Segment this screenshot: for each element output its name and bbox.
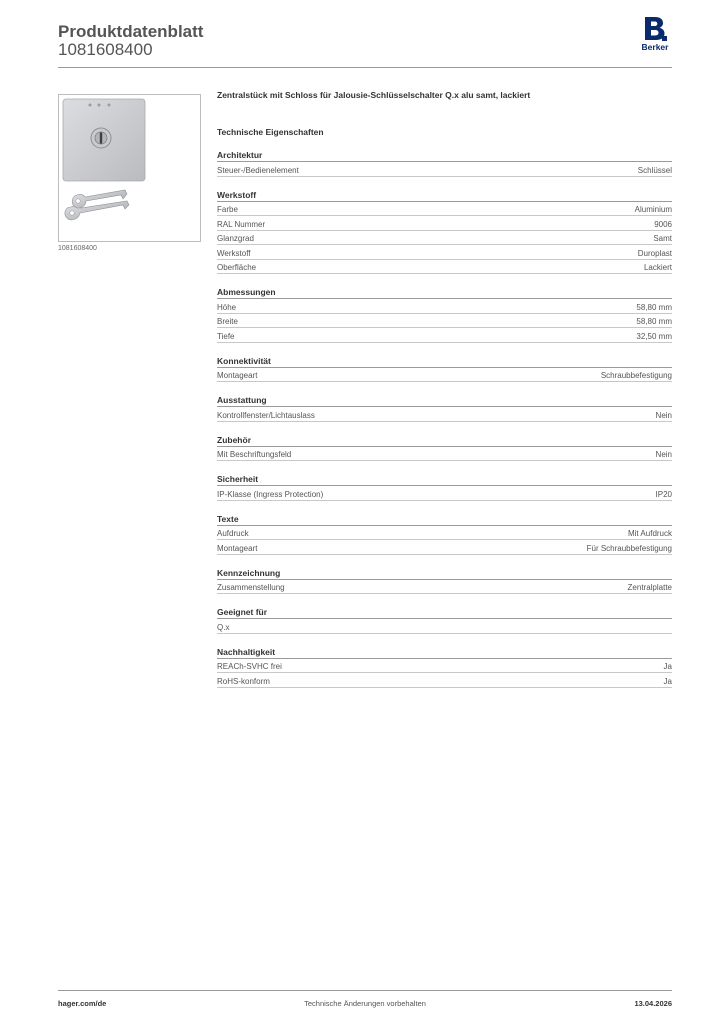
spec-value: Schlüssel [637, 165, 672, 175]
spec-value: Schraubbefestigung [600, 371, 672, 380]
spec-label: Mit Beschriftungsfeld [217, 450, 292, 459]
spec-row [217, 407, 672, 422]
spec-label: Farbe [217, 205, 238, 214]
spec-label: Montageart [217, 371, 258, 380]
image-caption: 1081608400 [58, 245, 97, 252]
spec-section [217, 514, 672, 555]
spec-section [217, 395, 672, 422]
footer-website: hager.com/de [58, 999, 107, 1008]
footer-date: 13.04.2026 [634, 999, 672, 1008]
spec-value: Aluminium [634, 205, 672, 214]
spec-section [217, 568, 672, 595]
page-header [58, 20, 672, 68]
spec-section [217, 356, 672, 383]
spec-row [217, 486, 672, 501]
spec-section-title: Nachhaltigkeit [217, 647, 672, 659]
doc-title: Produktdatenblatt [58, 22, 204, 41]
spec-section-title: Ausstattung [217, 395, 672, 407]
spec-value: Lackiert [643, 263, 672, 272]
spec-row [217, 580, 672, 595]
spec-section [217, 150, 672, 177]
spec-row [217, 328, 672, 343]
tech-properties-heading: Technische Eigenschaften [217, 127, 324, 137]
spec-label: REACh-SVHC frei [217, 662, 282, 671]
spec-row [217, 526, 672, 541]
spec-value: Duroplast [637, 248, 672, 258]
spec-row [217, 368, 672, 383]
spec-section [217, 190, 672, 275]
product-image [58, 94, 201, 242]
spec-row [217, 202, 672, 217]
spec-value: Nein [655, 410, 672, 420]
spec-value: Ja [663, 662, 672, 671]
product-details [217, 90, 672, 701]
spec-row [217, 231, 672, 246]
spec-row [217, 447, 672, 462]
spec-row [217, 314, 672, 329]
spec-sections [217, 150, 672, 688]
spec-section-title: Kennzeichnung [217, 568, 672, 580]
spec-value: 58,80 mm [636, 302, 672, 312]
spec-label: RAL Nummer [217, 219, 266, 229]
spec-value: Ja [663, 676, 672, 686]
spec-row [217, 659, 672, 674]
spec-value: 32,50 mm [636, 331, 672, 341]
spec-section [217, 607, 672, 634]
spec-section-title: Architektur [217, 150, 672, 162]
spec-row [217, 162, 672, 177]
spec-label: Steuer-/Bedienelement [217, 165, 299, 175]
spec-label: Montageart [217, 543, 258, 553]
spec-section-title: Konnektivität [217, 356, 672, 368]
spec-row [217, 673, 672, 688]
spec-value: Für Schraubbefestigung [586, 543, 672, 553]
spec-label: Tiefe [217, 331, 235, 341]
spec-row [217, 260, 672, 275]
spec-label: Werkstoff [217, 248, 251, 258]
spec-section [217, 287, 672, 343]
spec-section-title: Texte [217, 514, 672, 526]
doc-number: 1081608400 [58, 40, 153, 59]
spec-section [217, 647, 672, 688]
product-picture [59, 95, 200, 241]
spec-section [217, 474, 672, 501]
spec-value: Samt [653, 234, 672, 243]
spec-label: Zusammenstellung [217, 583, 285, 592]
page-footer [58, 990, 672, 1010]
spec-section-title: Abmessungen [217, 287, 672, 299]
spec-section-title: Geeignet für [217, 607, 672, 619]
spec-section [217, 435, 672, 462]
spec-row [217, 619, 672, 634]
spec-row [217, 216, 672, 231]
spec-row [217, 540, 672, 555]
spec-value: 58,80 mm [636, 317, 672, 326]
spec-value: IP20 [655, 489, 672, 499]
spec-value: Nein [655, 450, 672, 459]
spec-label: Glanzgrad [217, 234, 254, 243]
spec-section-title: Werkstoff [217, 190, 672, 202]
spec-value: Zentralplatte [627, 583, 672, 592]
spec-value: 9006 [654, 219, 672, 229]
footer-disclaimer: Technische Änderungen vorbehalten [304, 999, 426, 1008]
spec-label: Breite [217, 317, 238, 326]
product-title: Zentralstück mit Schloss für Jalousie-Schlüsselschalter Q.x alu samt, lackiert [217, 90, 531, 100]
berker-logo [638, 16, 672, 54]
spec-label: Oberfläche [217, 263, 257, 272]
spec-section-title: Sicherheit [217, 474, 672, 486]
spec-label: Höhe [217, 302, 237, 312]
spec-label: Q.x [217, 622, 230, 632]
spec-section-title: Zubehör [217, 435, 672, 447]
spec-label: IP-Klasse (Ingress Protection) [217, 489, 324, 499]
spec-label: Kontrollfenster/Lichtauslass [217, 410, 315, 420]
spec-row [217, 299, 672, 314]
spec-label: Aufdruck [217, 529, 249, 538]
spec-row [217, 245, 672, 260]
spec-label: RoHS-konform [217, 676, 270, 686]
logo-text: Berker [641, 42, 669, 52]
berker-b-icon [642, 16, 668, 42]
spec-value: Mit Aufdruck [627, 529, 672, 538]
